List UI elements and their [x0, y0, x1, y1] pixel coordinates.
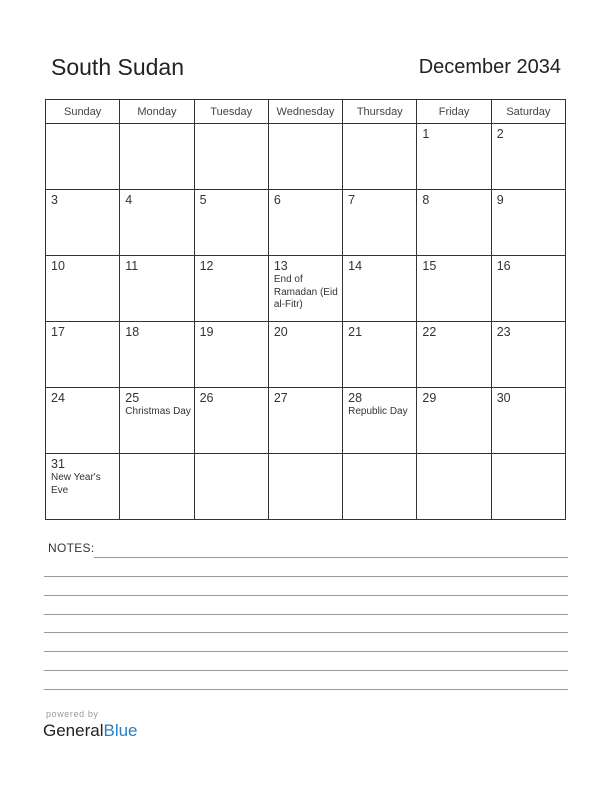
- day-cell: [417, 256, 491, 322]
- day-cell: [46, 388, 120, 454]
- day-number: 19: [199, 325, 214, 339]
- notes-line: [44, 651, 568, 652]
- day-cell: [194, 454, 268, 520]
- notes-line: [44, 576, 568, 577]
- day-cell: [46, 124, 120, 190]
- day-number: 27: [273, 391, 288, 405]
- day-number: 7: [348, 193, 356, 207]
- day-cell: [491, 322, 565, 388]
- day-number: 28: [348, 391, 363, 405]
- day-number: 30: [496, 391, 511, 405]
- day-cell: [343, 388, 417, 454]
- calendar-grid: [45, 99, 566, 520]
- notes-line: [44, 595, 568, 596]
- week-row: [46, 388, 566, 454]
- day-number: 21: [348, 325, 363, 339]
- notes-line: [94, 557, 568, 558]
- day-cell: [343, 124, 417, 190]
- day-number: 4: [125, 193, 133, 207]
- day-cell: [343, 322, 417, 388]
- week-row: [46, 454, 566, 520]
- day-cell: [120, 256, 194, 322]
- day-cell: [194, 190, 268, 256]
- day-cell: [343, 454, 417, 520]
- holiday-label: End of Ramadan (Eid al-Fitr): [273, 274, 338, 310]
- brand-text-general: General: [43, 721, 104, 740]
- holiday-label: New Year's Eve: [51, 472, 101, 496]
- weekday-header: Saturday: [491, 100, 565, 124]
- day-number: 6: [273, 193, 281, 207]
- day-cell: [194, 322, 268, 388]
- day-number: 10: [51, 259, 65, 273]
- week-row: [46, 256, 566, 322]
- day-number: 12: [199, 259, 214, 273]
- brand-logo: [43, 721, 138, 741]
- notes-label: NOTES:: [48, 541, 95, 555]
- notes-line: [44, 632, 568, 633]
- day-number: 18: [125, 325, 140, 339]
- day-number: 17: [51, 325, 65, 339]
- week-row: [46, 322, 566, 388]
- month-year-title: December 2034: [418, 56, 561, 78]
- day-cell: [268, 256, 342, 322]
- day-number: 3: [51, 193, 58, 207]
- weekday-header-row: [46, 100, 566, 124]
- day-cell: [491, 388, 565, 454]
- day-number: 11: [125, 259, 139, 273]
- day-cell: [46, 190, 120, 256]
- notes-line: [44, 689, 568, 690]
- day-number: 26: [199, 391, 214, 405]
- day-cell: [491, 256, 565, 322]
- day-number: 29: [422, 391, 437, 405]
- day-cell: [120, 454, 194, 520]
- day-number: 23: [496, 325, 511, 339]
- day-cell: [194, 256, 268, 322]
- day-cell: [417, 124, 491, 190]
- day-cell: [46, 256, 120, 322]
- holiday-label: Christmas Day: [125, 406, 191, 417]
- day-number: 25: [125, 391, 140, 405]
- day-cell: [194, 124, 268, 190]
- notes-line: [44, 614, 568, 615]
- day-number: 31: [51, 457, 65, 471]
- day-number: 15: [422, 259, 437, 273]
- powered-by-text: powered by: [46, 709, 99, 719]
- day-number: 20: [273, 325, 288, 339]
- day-number: 13: [273, 259, 288, 273]
- day-cell: [120, 124, 194, 190]
- day-cell: [194, 388, 268, 454]
- weekday-header: Sunday: [46, 100, 120, 124]
- day-cell: [46, 322, 120, 388]
- day-number: 24: [51, 391, 65, 405]
- day-cell: [268, 190, 342, 256]
- week-row: [46, 124, 566, 190]
- day-cell: [417, 388, 491, 454]
- weekday-header: Tuesday: [194, 100, 268, 124]
- day-cell: [417, 190, 491, 256]
- brand-text-blue: Blue: [103, 721, 138, 740]
- day-number: 16: [496, 259, 511, 273]
- day-number: 9: [496, 193, 504, 207]
- day-number: 14: [348, 259, 363, 273]
- day-number: 5: [199, 193, 207, 207]
- day-number: 22: [422, 325, 437, 339]
- holiday-label: Republic Day: [348, 406, 408, 417]
- notes-line: [44, 670, 568, 671]
- day-cell: [268, 454, 342, 520]
- weekday-header: Thursday: [343, 100, 417, 124]
- day-cell: [491, 454, 565, 520]
- day-cell: [417, 322, 491, 388]
- day-cell: [417, 454, 491, 520]
- country-title: South Sudan: [51, 54, 185, 80]
- weekday-header: Friday: [417, 100, 491, 124]
- day-cell: [120, 190, 194, 256]
- weekday-header: Wednesday: [268, 100, 342, 124]
- day-cell: [491, 190, 565, 256]
- day-number: 1: [422, 127, 430, 141]
- weekday-header: Monday: [120, 100, 194, 124]
- day-cell: [120, 322, 194, 388]
- day-cell: [343, 256, 417, 322]
- day-cell: [343, 190, 417, 256]
- day-cell: [120, 388, 194, 454]
- day-number: 2: [496, 127, 504, 141]
- day-number: 8: [422, 193, 430, 207]
- week-row: [46, 190, 566, 256]
- day-cell: [268, 388, 342, 454]
- day-cell: [491, 124, 565, 190]
- day-cell: [268, 322, 342, 388]
- day-cell: [268, 124, 342, 190]
- day-cell: [46, 454, 120, 520]
